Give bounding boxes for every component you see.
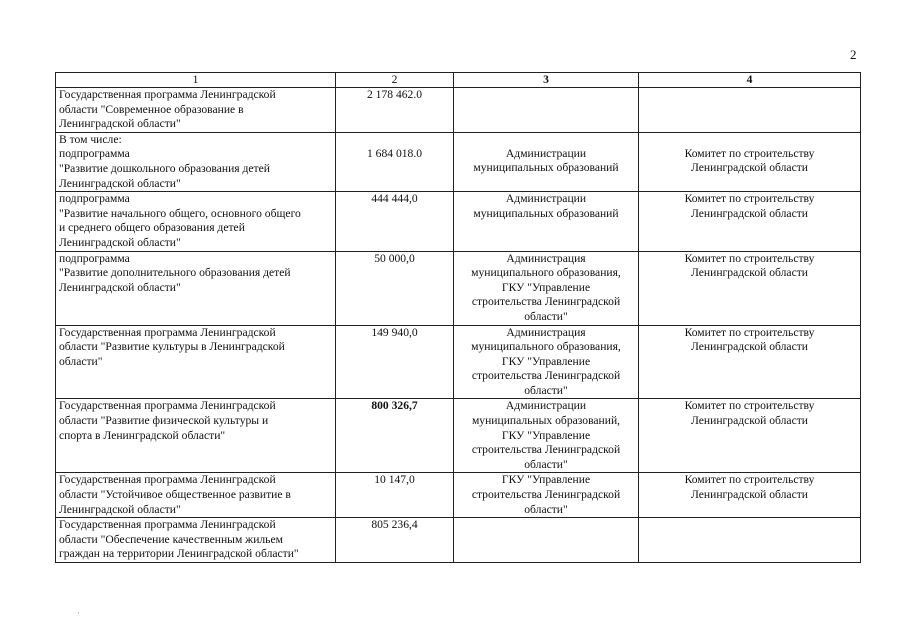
program-line: "Развитие дополнительного образования детей bbox=[59, 266, 291, 280]
amount-value: 1 684 018.0 bbox=[366, 146, 423, 160]
program-cell bbox=[56, 132, 336, 191]
committee-line: Ленинградской области bbox=[691, 488, 808, 502]
amount-cell: 800 326,7 bbox=[336, 399, 454, 473]
header-col-3: 3 bbox=[454, 73, 639, 88]
program-line: области "Устойчивое общественное развитие в bbox=[59, 488, 291, 502]
program-line: подпрограмма bbox=[59, 192, 130, 206]
executor-line: ГКУ "Управление bbox=[501, 280, 591, 294]
executor-line: ГКУ "Управление bbox=[501, 428, 591, 442]
program-line: "Развитие начального общего, основного общего bbox=[59, 206, 301, 220]
program-line: Ленинградской области" bbox=[59, 502, 181, 516]
committee-line: Ленинградской области bbox=[691, 266, 808, 280]
program-line: области "Обеспечение качественным жильем bbox=[59, 532, 283, 546]
committee-line: Ленинградской области bbox=[691, 206, 808, 220]
executor-line: ГКУ "Управление bbox=[501, 354, 591, 368]
program-cell bbox=[56, 518, 336, 563]
committee-cell bbox=[639, 88, 861, 133]
executor-cell bbox=[454, 251, 639, 325]
amount-cell: 149 940,0 bbox=[336, 325, 454, 399]
program-cell bbox=[56, 192, 336, 251]
program-line: Ленинградской области" bbox=[59, 280, 181, 294]
amount-cell: 2 178 462.0 bbox=[336, 88, 454, 133]
program-line: Государственная программа Ленинградской bbox=[59, 518, 276, 532]
program-line: области "Развитие культуры в Ленинградской bbox=[59, 340, 285, 354]
amount-cell: 50 000,0 bbox=[336, 251, 454, 325]
funding-table bbox=[55, 72, 861, 563]
program-cell bbox=[56, 251, 336, 325]
program-line: Государственная программа Ленинградской bbox=[59, 88, 276, 101]
executor-cell bbox=[454, 132, 639, 191]
committee-line: Комитет по строительству bbox=[684, 399, 815, 413]
executor-line: Администрации bbox=[505, 399, 587, 413]
amount-cell bbox=[336, 132, 454, 191]
committee-line: Ленинградской области bbox=[691, 414, 808, 428]
executor-line: строительства Ленинградской bbox=[471, 443, 621, 457]
executor-cell bbox=[454, 473, 639, 518]
committee-line: Ленинградской области bbox=[691, 340, 808, 354]
executor-line: области" bbox=[524, 309, 568, 323]
executor-cell bbox=[454, 325, 639, 399]
executor-cell bbox=[454, 399, 639, 473]
executor-cell bbox=[454, 518, 639, 563]
program-line: Ленинградской области" bbox=[59, 117, 181, 131]
amount-cell: 10 147,0 bbox=[336, 473, 454, 518]
table-row bbox=[56, 251, 861, 325]
header-col-4: 4 bbox=[639, 73, 861, 88]
program-line: подпрограмма bbox=[59, 147, 130, 161]
executor-line: ГКУ "Управление bbox=[501, 473, 591, 487]
committee-line: Ленинградской области bbox=[691, 161, 808, 175]
program-line: "Развитие дошкольного образования детей bbox=[59, 161, 270, 175]
program-line: граждан на территории Ленинградской области" bbox=[59, 547, 299, 561]
program-line: Государственная программа Ленинградской bbox=[59, 399, 276, 413]
program-cell bbox=[56, 399, 336, 473]
executor-line: муниципальных образований bbox=[473, 161, 619, 175]
committee-line: Комитет по строительству bbox=[684, 146, 815, 160]
program-cell bbox=[56, 473, 336, 518]
executor-line: области" bbox=[524, 383, 568, 397]
program-cell bbox=[56, 325, 336, 399]
program-cell bbox=[56, 88, 336, 133]
program-line: подпрограмма bbox=[59, 251, 130, 265]
table-row bbox=[56, 88, 861, 133]
executor-line: муниципальных образований bbox=[473, 206, 619, 220]
committee-line: Комитет по строительству bbox=[684, 473, 815, 487]
executor-line: Администрация bbox=[506, 251, 586, 265]
header-col-1: 1 bbox=[56, 73, 336, 88]
committee-line: Комитет по строительству bbox=[684, 192, 815, 206]
program-line: спорта в Ленинградской области" bbox=[59, 428, 226, 442]
committee-cell bbox=[639, 325, 861, 399]
executor-line: Администрации bbox=[505, 146, 587, 160]
table-row bbox=[56, 399, 861, 473]
table-header-row bbox=[56, 73, 861, 88]
program-line: Государственная программа Ленинградской bbox=[59, 325, 276, 339]
executor-line: строительства Ленинградской bbox=[471, 369, 621, 383]
executor-line: муниципального образования, bbox=[471, 340, 621, 354]
executor-line: Администрации bbox=[505, 192, 587, 206]
program-line: Ленинградской области" bbox=[59, 176, 181, 190]
program-line: области "Современное образование в bbox=[59, 102, 244, 116]
table-row bbox=[56, 325, 861, 399]
table-row bbox=[56, 132, 861, 191]
amount-cell: 805 236,4 bbox=[336, 518, 454, 563]
program-line: В том числе: bbox=[59, 132, 122, 146]
table-row bbox=[56, 192, 861, 251]
program-line: и среднего общего образования детей bbox=[59, 221, 245, 235]
program-line: области "Развитие физической культуры и bbox=[59, 414, 269, 428]
program-line: области" bbox=[59, 354, 103, 368]
executor-line: муниципального образования, bbox=[471, 266, 621, 280]
header-col-2: 2 bbox=[336, 73, 454, 88]
program-line: Ленинградской области" bbox=[59, 235, 181, 249]
committee-cell bbox=[639, 473, 861, 518]
committee-cell bbox=[639, 192, 861, 251]
committee-cell bbox=[639, 251, 861, 325]
committee-cell bbox=[639, 399, 861, 473]
committee-line: Комитет по строительству bbox=[684, 325, 815, 339]
executor-line: области" bbox=[524, 502, 568, 516]
committee-line: Комитет по строительству bbox=[684, 251, 815, 265]
table-row bbox=[56, 473, 861, 518]
committee-cell bbox=[639, 132, 861, 191]
committee-cell bbox=[639, 518, 861, 563]
executor-line: области" bbox=[524, 457, 568, 471]
executor-line: муниципальных образований, bbox=[471, 414, 621, 428]
amount-cell: 444 444,0 bbox=[336, 192, 454, 251]
executor-cell bbox=[454, 88, 639, 133]
executor-line: строительства Ленинградской bbox=[471, 295, 621, 309]
program-line: Государственная программа Ленинградской bbox=[59, 473, 276, 487]
scan-speck: · bbox=[77, 608, 80, 618]
executor-cell bbox=[454, 192, 639, 251]
executor-line: Администрация bbox=[506, 325, 586, 339]
page-number: 2 bbox=[850, 47, 857, 62]
executor-line: строительства Ленинградской bbox=[471, 488, 621, 502]
table-row bbox=[56, 518, 861, 563]
